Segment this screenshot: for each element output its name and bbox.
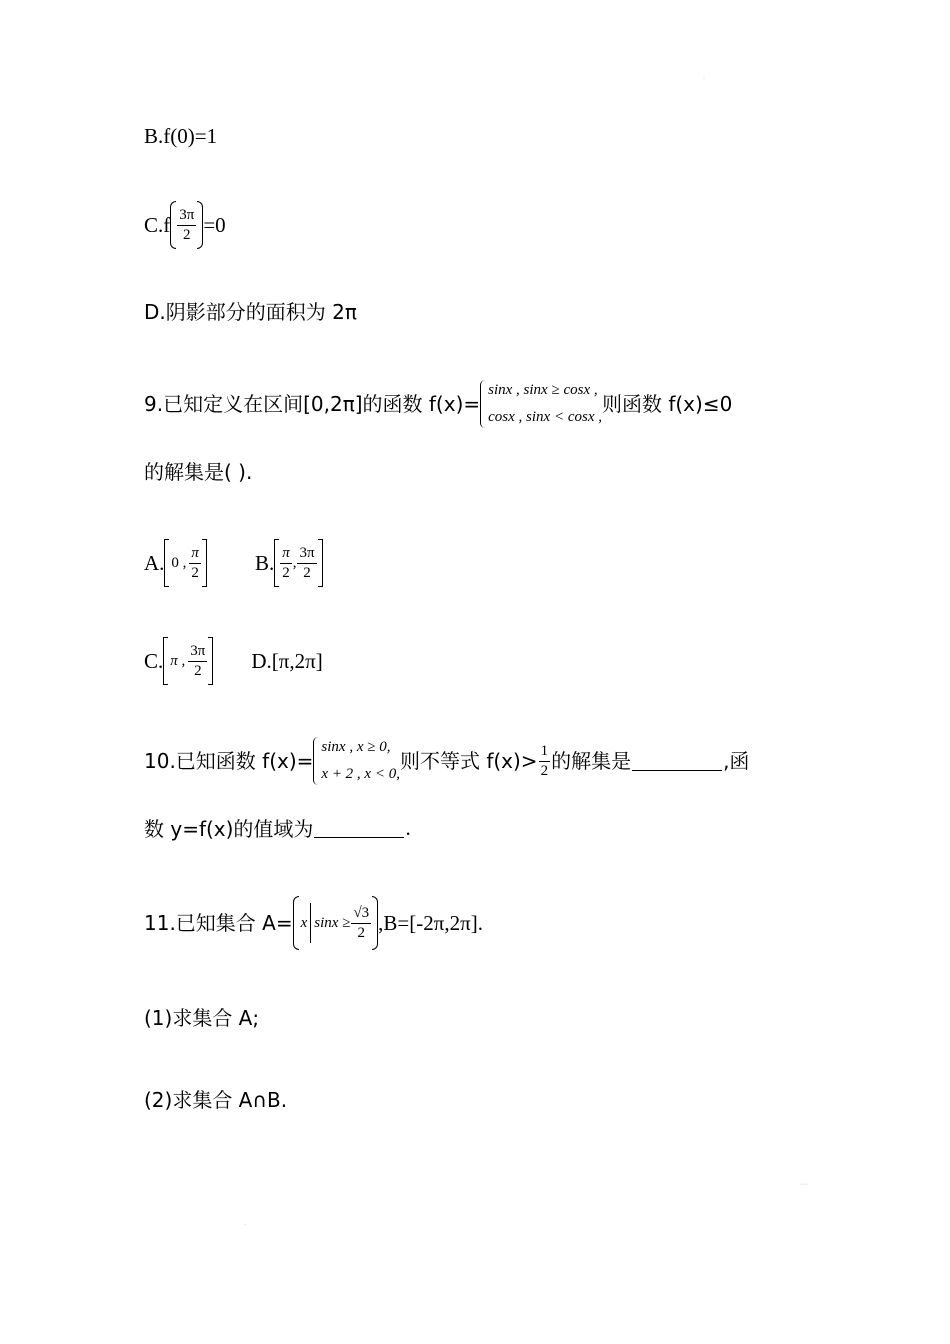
q9-option-d: D.[π,2π] [251,648,323,673]
set-condition: sinx ≥ [314,914,351,931]
q9-option-a [164,539,207,587]
brace [313,737,318,785]
fraction-numerator: √3 [351,905,371,924]
fraction [351,905,371,941]
separator: , [292,554,297,571]
q9-options-cd [144,637,323,685]
artifact-mark: · [703,76,705,82]
question-9-line2 [144,462,252,482]
fraction-denominator: 2 [191,564,199,581]
question-10-line2 [144,818,411,839]
question-9 [144,380,732,428]
q10-line2-end: . [405,816,411,840]
option-d [144,302,357,322]
artifact-mark: · [244,1222,246,1228]
q10-prefix: 10.已知函数 f(x)= [144,749,314,773]
q9-option-b-label: B. [254,550,275,575]
fraction-numerator: 3π [188,643,207,662]
q10-after: 的解集是 [551,749,632,773]
option-b-text: B.f(0)=1 [144,124,218,148]
q9-option-c-label: C. [144,648,164,673]
set-variable: x [300,914,308,931]
q11-suffix: ,B=[-2π,2π]. [378,910,483,935]
fraction-denominator: 2 [194,662,202,679]
fraction-numerator: 3π [177,207,196,226]
answer-blank[interactable] [314,819,404,838]
q11-part-2-text: (2)求集合 A∩B. [144,1088,288,1112]
q11-part-2 [144,1090,287,1110]
fraction-denominator: 2 [540,762,549,779]
q9-option-b [274,539,322,587]
q11-part-1-text: (1)求集合 A; [144,1006,260,1030]
interval-left: 0 , [171,554,187,571]
q9-suffix: 则函数 f(x)≤0 [601,392,733,416]
fraction-denominator: 2 [357,924,366,941]
brace [480,380,485,428]
option-b [144,126,217,147]
fraction [539,743,551,779]
option-c-suffix: =0 [203,212,226,237]
fraction [297,545,316,581]
q10-line2: 数 y=f(x)的值域为 [144,816,314,841]
option-c [144,201,226,249]
q9-option-c [163,637,213,685]
fraction [189,545,201,581]
q10-mid: 则不等式 f(x)> [399,749,538,773]
q9-option-a-label: A. [144,550,165,575]
q11-prefix: 11.已知集合 A= [144,911,293,935]
q9-options-ab [144,539,323,587]
q9-prefix: 9.已知定义在区间[0,2π]的函数 f(x)= [144,392,481,416]
fraction-denominator: 2 [282,564,290,581]
q11-part-1 [144,1008,259,1028]
case-2: cosx , sinx < cosx , [488,408,602,425]
fraction-denominator: 2 [303,564,311,581]
answer-blank[interactable] [632,752,722,771]
fraction [188,643,207,679]
artifact-mark: ···· [800,1182,808,1188]
fraction-numerator: π [189,545,201,564]
q9-line2: 的解集是( ). [144,460,253,484]
fraction [177,207,196,243]
option-c-paren [170,201,203,249]
option-c-prefix: C.f [144,212,171,237]
set-bar [310,903,311,943]
piecewise-cases [321,738,400,784]
case-1: sinx , sinx ≥ cosx , [488,382,598,398]
set-braces [293,896,379,950]
fraction [280,545,292,581]
fraction-numerator: 1 [539,743,551,762]
question-11 [144,896,483,950]
fraction-denominator: 2 [183,226,191,243]
question-10 [144,737,749,785]
case-2: x + 2 , x < 0, [321,765,400,782]
piecewise-cases [488,381,602,427]
option-d-text: D.阴影部分的面积为 2π [144,300,357,324]
fraction-numerator: 3π [297,545,316,564]
case-1: sinx , x ≥ 0, [321,739,391,755]
fraction-numerator: π [280,545,292,564]
interval-left: π , [170,652,186,669]
q10-end: ,函 [723,749,750,773]
